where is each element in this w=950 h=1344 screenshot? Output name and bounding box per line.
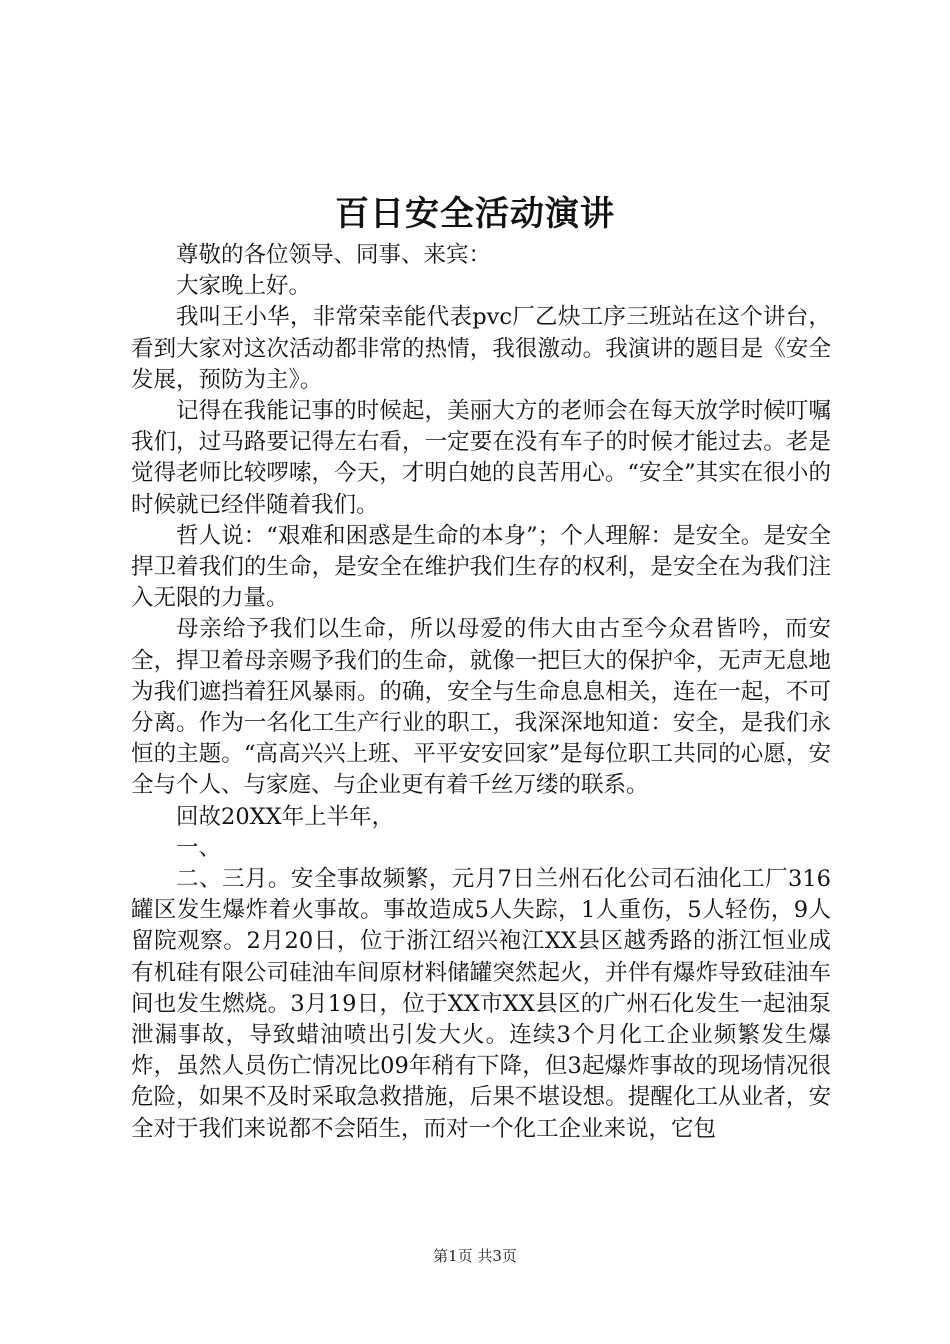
body-paragraph: 母亲给予我们以生命，所以母爱的伟大由古至今众君皆吟，而安全，捍卫着母亲赐予我们的生命，就像一把巨大的保护伞，无声无息地为我们遮挡着狂风暴雨。的确，安全与生命息息相关，连在一起，不可分离。作为一名化工生产行业的职工，我深深地知道：安全，是我们永恒的主题。“高高兴兴上班、平平安安回家”是每位职工共同的心愿，安全与个人、与家庭、与企业更有着千丝万缕的联系。 [131, 616, 831, 799]
body-paragraph: 一、 [176, 834, 222, 861]
body-paragraph: 二、三月。安全事故频繁，元月7日兰州石化公司石油化工厂316罐区发生爆炸着火事故。事故造成5人失踪，1人重伤，5人轻伤，9人留院观察。2月20日，位于浙江绍兴袍江XX县区越秀路的浙江恒业成有机硅有限公司硅油车间原材料储罐突然起火，并伴有爆炸导致硅油车间也发生燃烧。3月19日，位于XX市XX县区的广州石化发生一起油泵泄漏事故，导致蜡油喷出引发大火。连续3个月化工企业频繁发生爆炸，虽然人员伤亡情况比09年稍有下降，但3起爆炸事故的现场情况很危险，如果不及时采取急救措施，后果不堪设想。提醒化工从业者，安全对于我们来说都不会陌生，而对一个化工企业来说，它包 [131, 866, 831, 1142]
body-paragraph: 回故20XX年上半年， [176, 803, 395, 830]
body-paragraph: 我叫王小华，非常荣幸能代表pvc厂乙炔工序三班站在这个讲台，看到大家对这次活动都非常的热情，我很激动。我演讲的题目是《安全发展，预防为主》。 [131, 304, 831, 393]
document-body [131, 240, 831, 1145]
greeting-paragraph: 大家晚上好。 [176, 273, 312, 300]
salutation-paragraph: 尊敬的各位领导、同事、来宾： [176, 242, 492, 268]
page-footer: 第1页 共3页 [433, 1247, 517, 1265]
body-paragraph: 哲人说：“艰难和困惑是生命的本身”；个人理解：是安全。是安全捍卫着我们的生命，是安全在维护我们生存的权利，是安全在为我们注入无限的力量。 [131, 522, 831, 612]
body-paragraph: 记得在我能记事的时候起，美丽大方的老师会在每天放学时候叮嘱我们，过马路要记得左右看，一定要在没有车子的时候才能过去。老是觉得老师比较啰嗦，今天，才明白她的良苦用心。“安全”其实在很小的时候就已经伴随着我们。 [131, 398, 831, 518]
document-title: 百日安全活动演讲 [335, 194, 615, 234]
